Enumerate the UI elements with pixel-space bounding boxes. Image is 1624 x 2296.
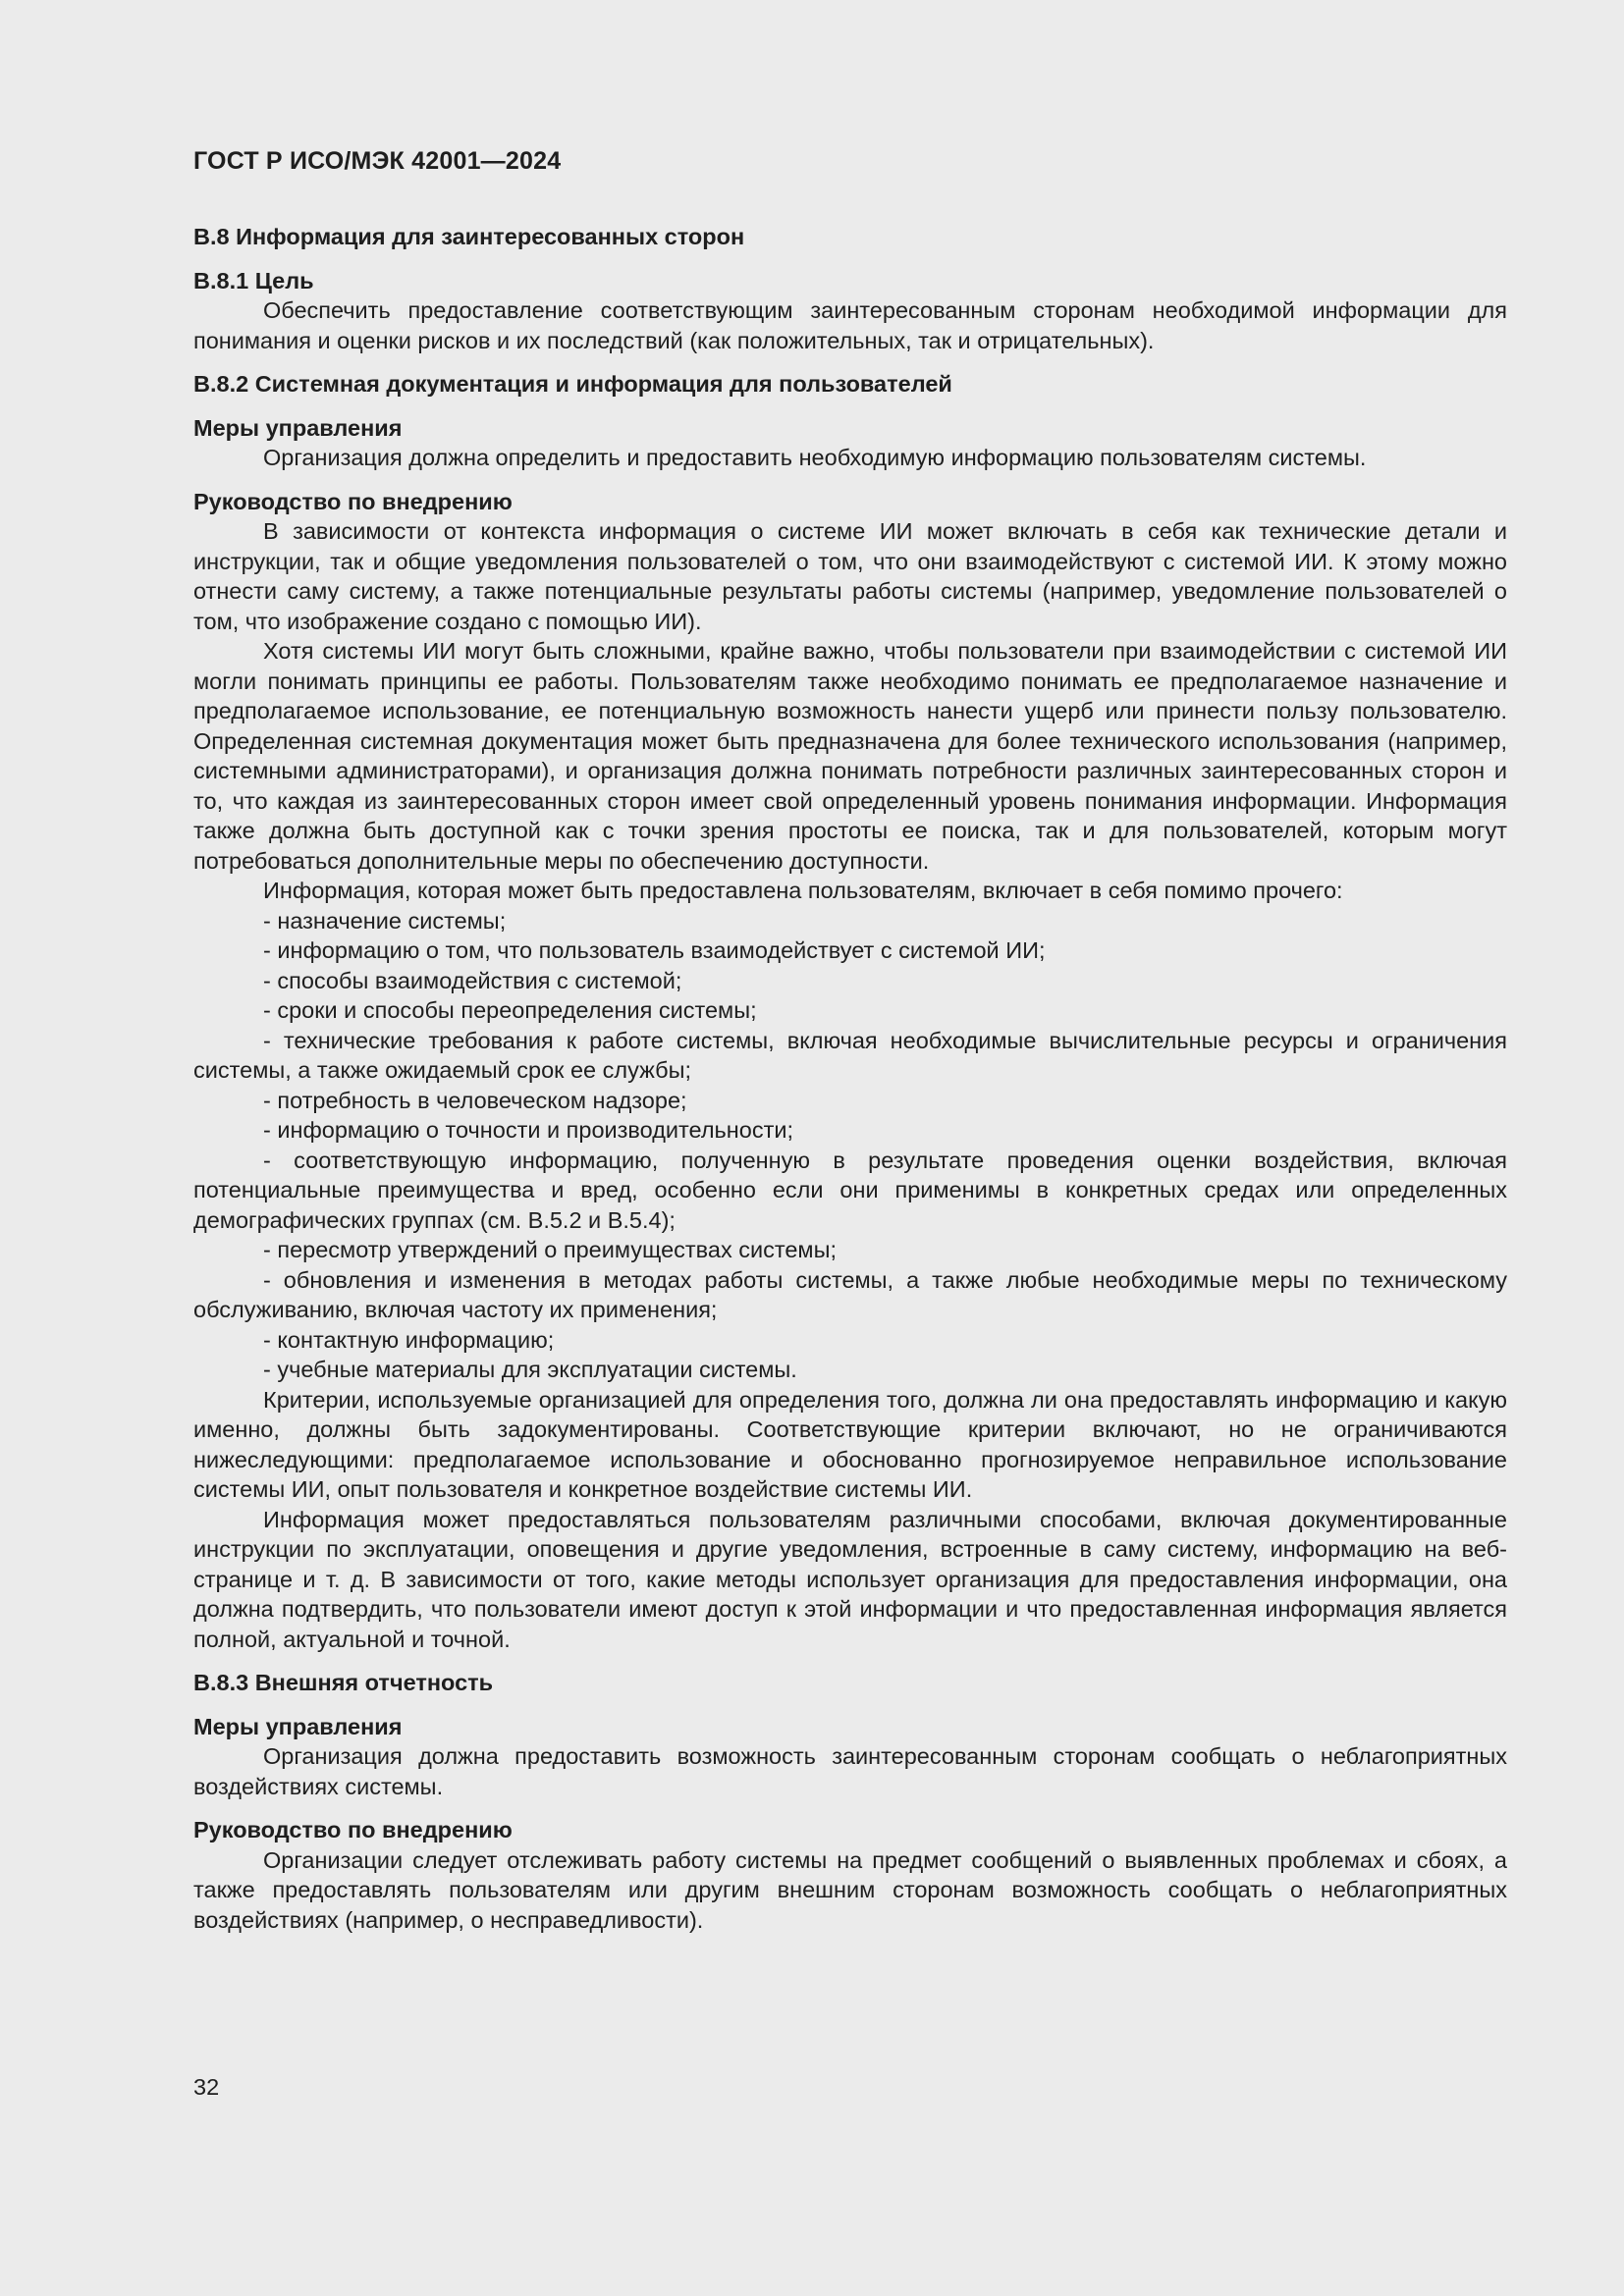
section-b83-guidance-heading: Руководство по внедрению: [193, 1817, 513, 1842]
section-b83-title: В.8.3 Внешняя отчетность: [193, 1670, 494, 1695]
list-item: - способы взаимодействия с системой;: [263, 967, 682, 993]
list-item: - обновления и изменения в методах работы системы, а также любые необходимые меры по техническому обслуживанию, включая частоту их применения;: [193, 1266, 1507, 1322]
section-b81-text: Обеспечить предоставление соответствующим заинтересованным сторонам необходимой информации для понимания и оценки рисков и их последствий (как положительных, так и отрицательных).: [193, 297, 1507, 353]
list-item: - пересмотр утверждений о преимуществах системы;: [263, 1237, 838, 1262]
list-item: - информацию о том, что пользователь взаимодействует с системой ИИ;: [263, 937, 1046, 963]
section-b82-paragraph-2: Хотя системы ИИ могут быть сложными, крайне важно, чтобы пользователи при взаимодействии с системой ИИ могли понимать принципы ее работы. Пользователям также необходимо понимать ее предполагаемое назначение и предполагаемое использование, ее потенциальную возможность нанести ущерб или принести пользу пользователю. Определенная системная документация может быть предназначена для более технического использования (например, системными администраторами), и организация должна понимать потребности различных заинтересованных сторон и то, что каждая из заинтересованных сторон имеет свой определенный уровень понимания информации. Информация также должна быть доступной как с точки зрения простоты ее поиска, так и для пользователей, которым могут потребоваться дополнительные меры по обеспечению доступности.: [193, 638, 1507, 874]
list-item: - соответствующую информацию, полученную в результате проведения оценки воздействия, включая потенциальные преимущества и вред, особенно если они применимы в конкретных средах или определенных демографических группах (см. В.5.2 и В.5.4);: [193, 1147, 1507, 1233]
section-b82-paragraph-4: Критерии, используемые организацией для определения того, должна ли она предоставлять информацию и какую именно, должны быть задокументированы. Соответствующие критерии включают, но не ограничиваются нижеследующими: предполагаемое использование и обоснованно прогнозируемое неправильное использование системы ИИ, опыт пользователя и конкретное воздействие системы ИИ.: [193, 1386, 1507, 1502]
section-b8-title: В.8 Информация для заинтересованных сторон: [193, 224, 745, 249]
section-b83-controls-text: Организация должна предоставить возможность заинтересованным сторонам сообщать о неблагоприятных воздействиях системы.: [193, 1743, 1507, 1799]
list-item: - учебные материалы для эксплуатации системы.: [263, 1357, 797, 1382]
page-content: [193, 222, 1507, 1935]
section-b81-title: В.8.1 Цель: [193, 267, 314, 294]
document-code: ГОСТ Р ИСО/МЭК 42001—2024: [193, 147, 562, 175]
list-item: - сроки и способы переопределения системы;: [263, 997, 757, 1023]
section-b82-paragraph-5: Информация может предоставляться пользователям различными способами, включая документированные инструкции по эксплуатации, оповещения и другие уведомления, встроенные в саму систему, информацию на веб-странице и т. д. В зависимости от того, какие методы использует организация для предоставления информации, она должна подтвердить, что пользователи имеют доступ к этой информации и что предоставленная информация является полной, актуальной и точной.: [193, 1506, 1507, 1652]
section-b82-guidance-heading: Руководство по внедрению: [193, 488, 513, 514]
list-item: - контактную информацию;: [263, 1326, 555, 1353]
list-item: - назначение системы;: [263, 907, 507, 934]
section-b82-paragraph-3: Информация, которая может быть предоставлена пользователям, включает в себя помимо прочего:: [263, 878, 1343, 903]
list-item: - потребность в человеческом надзоре;: [263, 1087, 687, 1113]
section-b82-paragraph-1: В зависимости от контекста информация о системе ИИ может включать в себя как технические детали и инструкции, так и общие уведомления пользователей о том, что они взаимодействуют с системой ИИ. К этому можно отнести саму систему, а также потенциальные результаты работы системы (например, уведомление пользователей о том, что изображение создано с помощью ИИ).: [193, 518, 1507, 634]
section-b82-controls-heading: Меры управления: [193, 414, 403, 441]
section-b82-title: В.8.2 Системная документация и информация для пользователей: [193, 371, 952, 397]
page-number: 32: [193, 2074, 220, 2100]
list-item: - технические требования к работе системы, включая необходимые вычислительные ресурсы и ограничения системы, а также ожидаемый срок ее службы;: [193, 1027, 1507, 1083]
section-b83-controls-heading: Меры управления: [193, 1713, 403, 1739]
section-b82-controls-text: Организация должна определить и предоставить необходимую информацию пользователям системы.: [263, 445, 1367, 470]
section-b83-guidance-text: Организации следует отслеживать работу системы на предмет сообщений о выявленных проблемах и сбоях, а также предоставлять пользователям или другим внешним сторонам возможность сообщать о неблагоприятных воздействиях (например, о несправедливости).: [193, 1846, 1507, 1933]
list-item: - информацию о точности и производительности;: [263, 1117, 794, 1143]
